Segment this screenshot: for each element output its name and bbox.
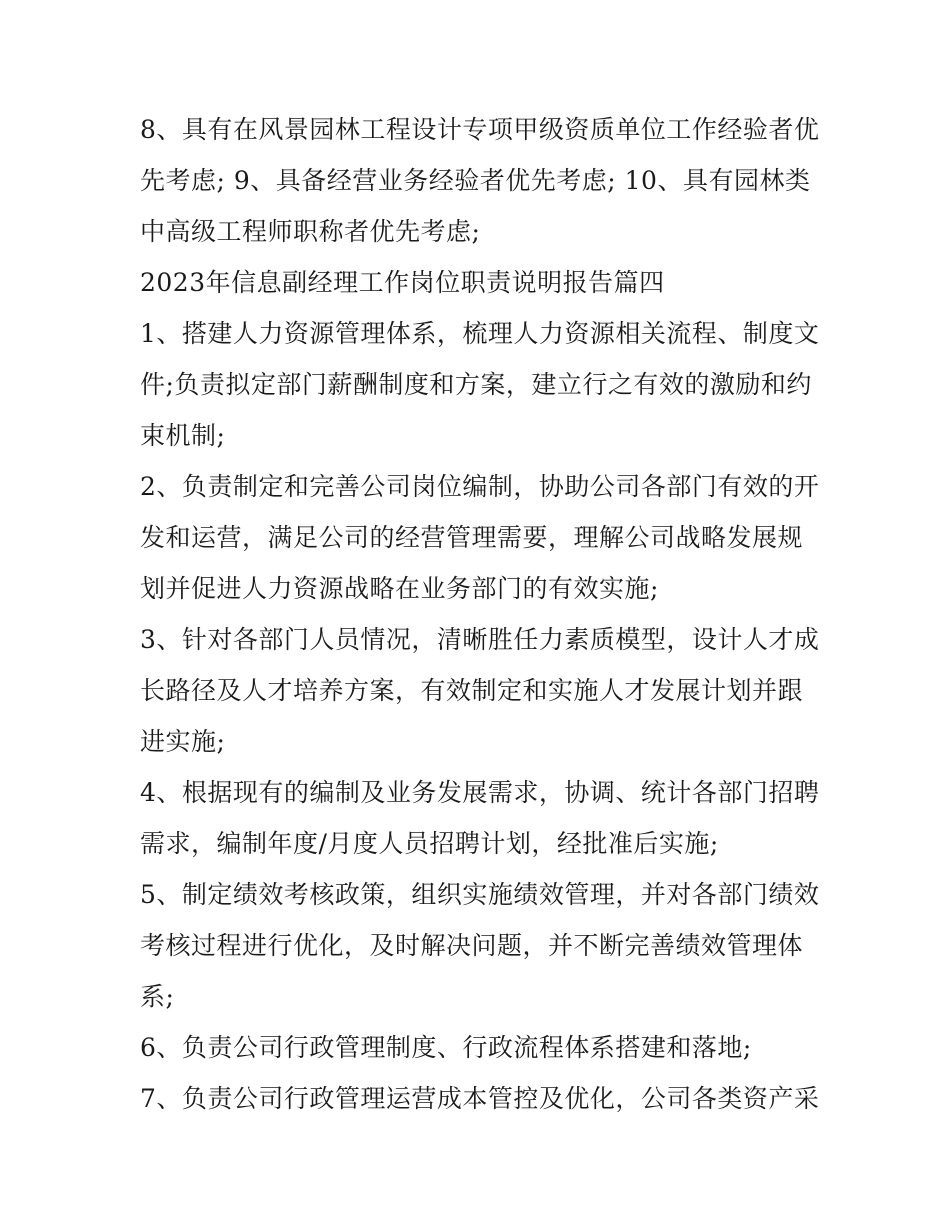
paragraph-requirements-8-10: 8、具有在风景园林工程设计专项甲级资质单位工作经验者优先考虑; 9、具备经营业务经验者优先考虑; 10、具有园林类中高级工程师职称者优先考虑; [140,115,820,246]
paragraph-duty-1: 1、搭建人力资源管理体系，梳理人力资源相关流程、制度文件;负责拟定部门薪酬制度和方案，建立行之有效的激励和约束机制; [140,319,820,450]
paragraph-duty-4: 4、根据现有的编制及业务发展需求，协调、统计各部门招聘需求，编制年度/月度人员招聘计划，经批准后实施; [140,778,820,858]
paragraph-duty-6: 6、负责公司行政管理制度、行政流程体系搭建和落地; [140,1033,752,1062]
paragraph-duty-5: 5、制定绩效考核政策，组织实施绩效管理，并对各部门绩效考核过程进行优化，及时解决问题，并不断完善绩效管理体系; [140,880,820,1011]
document-body [140,104,820,1124]
paragraph-duty-2: 2、负责制定和完善公司岗位编制，协助公司各部门有效的开发和运营，满足公司的经营管理需要，理解公司战略发展规划并促进人力资源战略在业务部门的有效实施; [140,472,820,603]
paragraph-duty-3: 3、针对各部门人员情况，清晰胜任力素质模型，设计人才成长路径及人才培养方案，有效制定和实施人才发展计划并跟进实施; [140,625,820,756]
paragraph-duty-7: 7、负责公司行政管理运营成本管控及优化，公司各类资产采 [140,1084,820,1113]
section-heading: 2023年信息副经理工作岗位职责说明报告篇四 [140,268,665,297]
